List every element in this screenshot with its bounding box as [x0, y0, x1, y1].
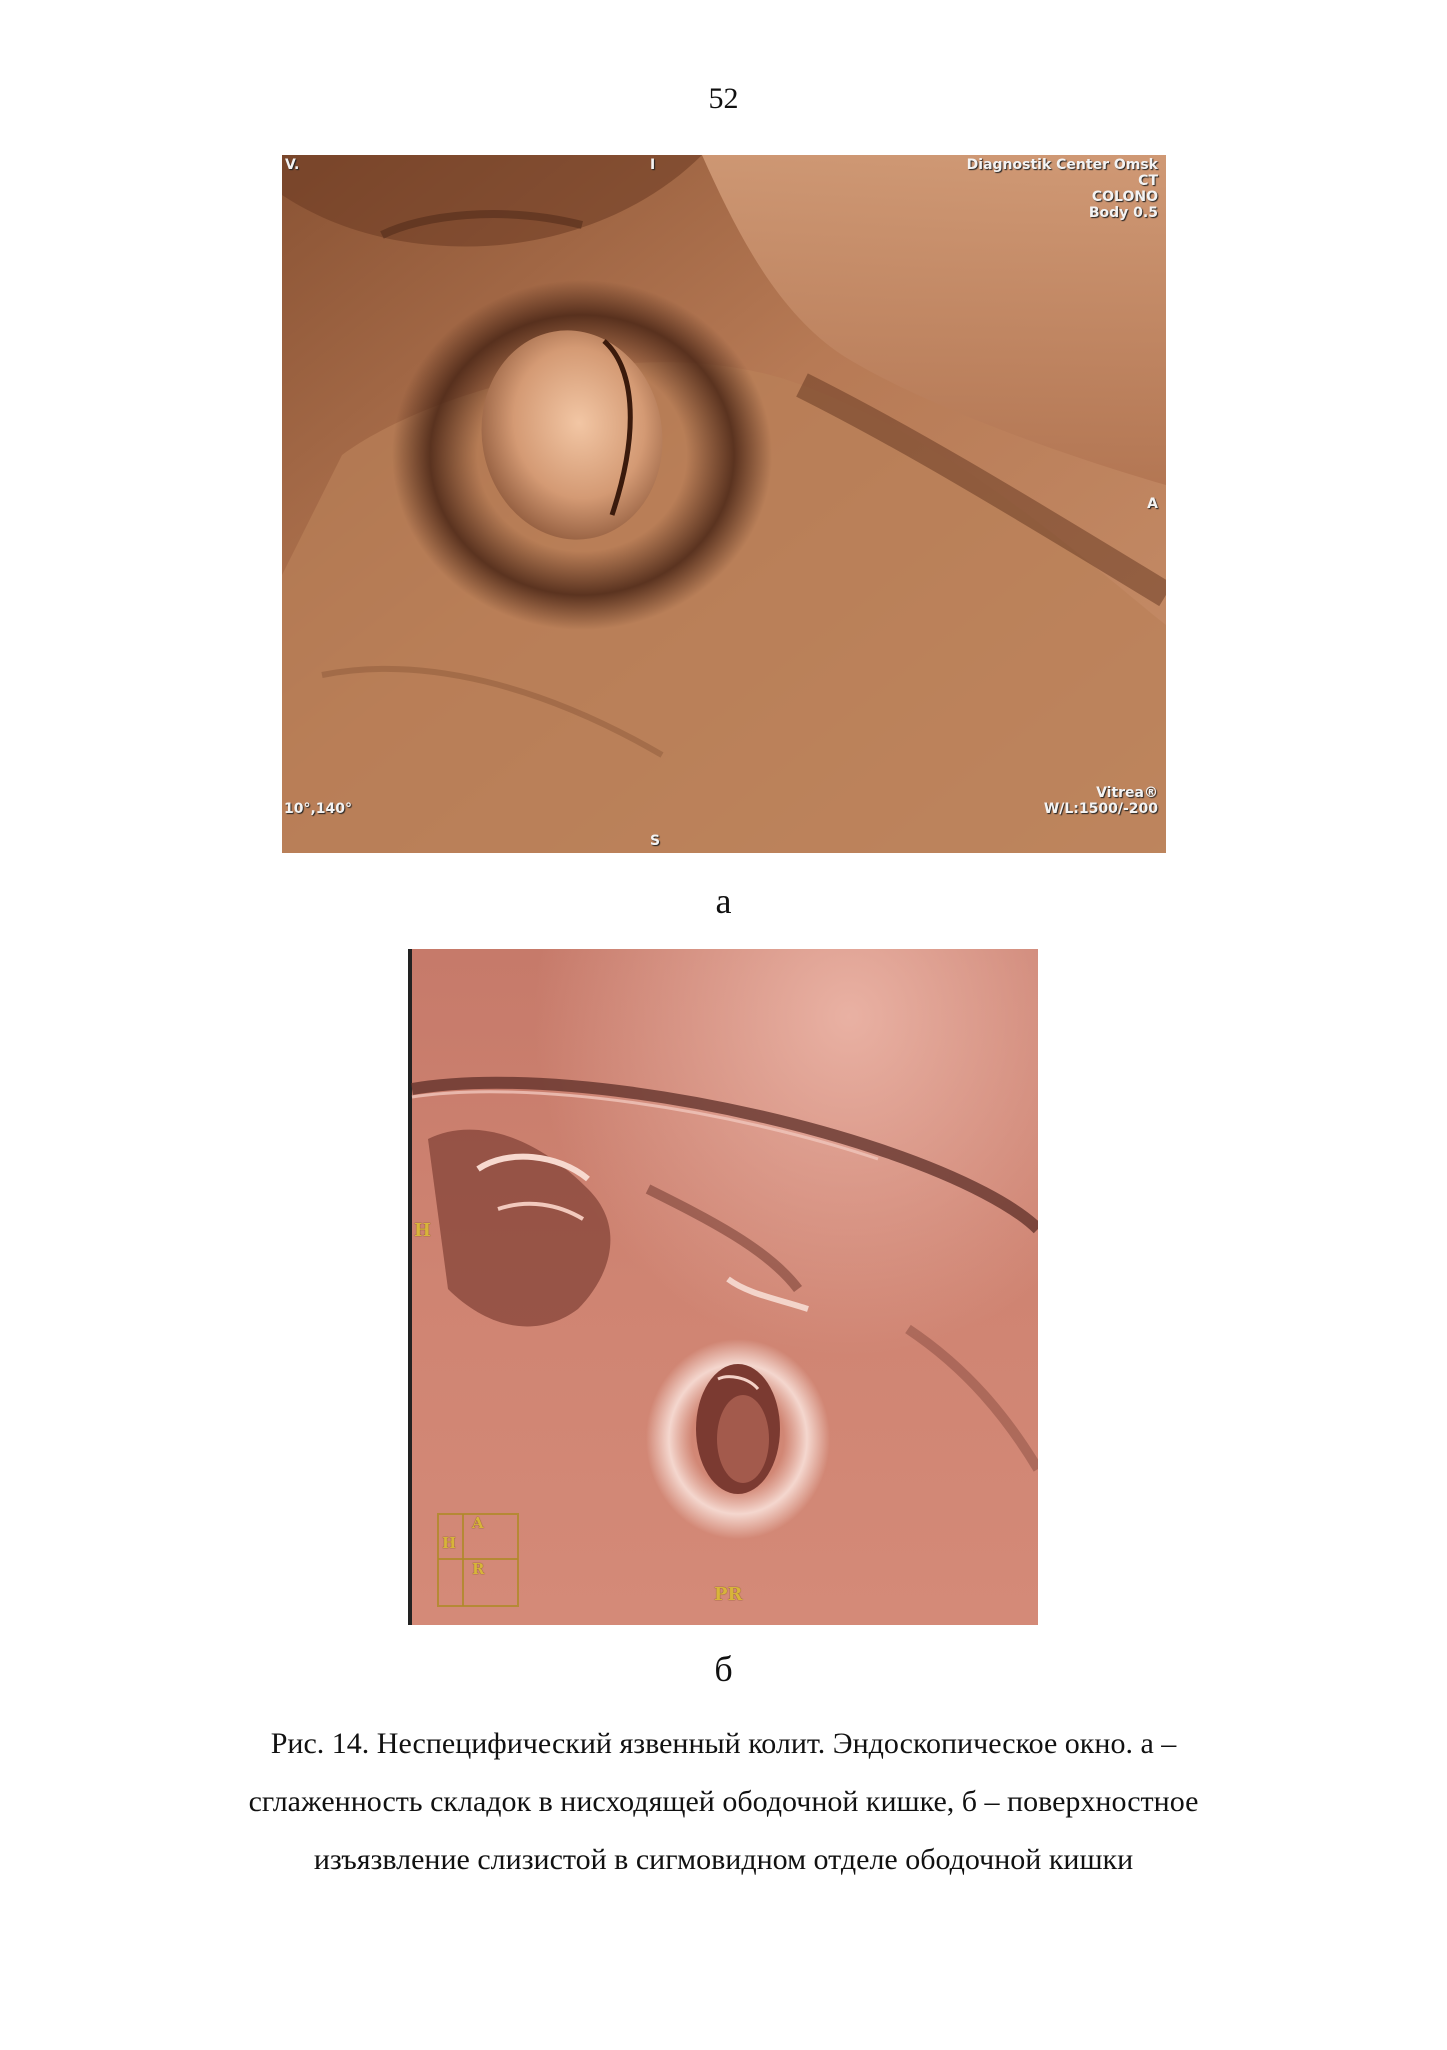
overlay-series: Body 0.5 — [1088, 205, 1158, 221]
overlay-bottom-center: S — [650, 833, 661, 849]
overlay-bottom-center: PR — [714, 1584, 743, 1605]
overlay-software: Vitrea® — [1096, 785, 1158, 801]
overlay-window-level: W/L:1500/-200 — [1043, 801, 1158, 817]
figure-caption — [160, 1715, 1287, 1889]
overlay-top-center: I — [650, 157, 656, 173]
overlay-right-mid: A — [1147, 496, 1158, 512]
page-number: 52 — [708, 82, 739, 115]
overlay-top-right — [967, 157, 1158, 221]
overlay-left-mid: H — [414, 1220, 432, 1241]
orientation-cube-left: H — [442, 1534, 457, 1552]
figure-b-image — [408, 949, 1038, 1625]
caption-line-3: изъязвление слизистой в сигмовидном отделе ободочной кишки — [313, 1843, 1134, 1876]
orientation-cube-top: A — [472, 1514, 484, 1532]
colon-endoscopic-view-b — [408, 949, 1038, 1625]
colon-endoscopic-view-a — [282, 155, 1166, 853]
overlay-modality: CT — [1138, 173, 1158, 189]
figure-a-label: а — [715, 881, 732, 921]
overlay-protocol: COLONO — [1091, 189, 1158, 205]
figure-b-label: б — [714, 1649, 733, 1689]
overlay-bottom-right — [1044, 785, 1158, 817]
figure-a-image — [282, 155, 1166, 853]
overlay-top-left: V. — [285, 157, 300, 173]
overlay-bottom-left: 10°,140° — [284, 801, 353, 817]
overlay-center-name: Diagnostik Center Omsk — [966, 157, 1158, 173]
caption-line-2: сглаженность складок в нисходящей ободочной кишке, б – поверхностное — [248, 1785, 1199, 1818]
caption-line-1: Рис. 14. Неспецифический язвенный колит. Эндоскопическое окно. а – — [270, 1727, 1177, 1760]
orientation-cube-bottom: R — [472, 1560, 485, 1578]
